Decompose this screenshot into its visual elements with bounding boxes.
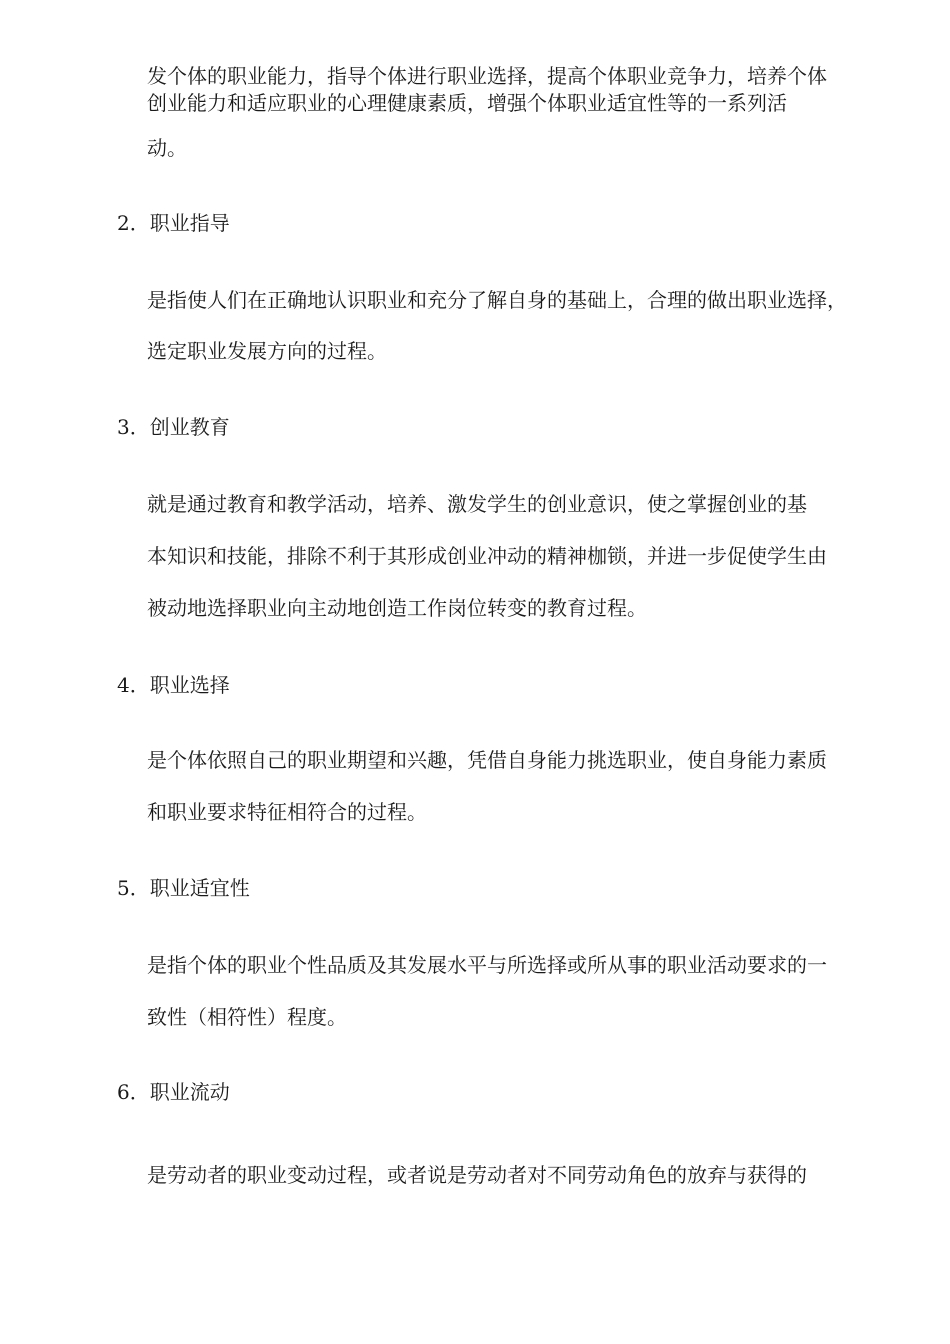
section-4-line-2: 和职业要求特征相符合的过程。 xyxy=(147,800,427,824)
section-heading-career-choice: 4．职业选择 xyxy=(117,673,230,697)
section-5-line-2: 致性（相符性）程度。 xyxy=(147,1005,347,1029)
section-5-line-1: 是指个体的职业个性品质及其发展水平与所选择或所从事的职业活动要求的一 xyxy=(147,953,827,977)
section-3-line-3: 被动地选择职业向主动地创造工作岗位转变的教育过程。 xyxy=(147,596,647,620)
section-2-line-2: 选定职业发展方向的过程。 xyxy=(147,339,387,363)
intro-line-2: 创业能力和适应职业的心理健康素质，增强个体职业适宜性等的一系列活 xyxy=(147,91,787,115)
section-6-line-1: 是劳动者的职业变动过程，或者说是劳动者对不同劳动角色的放弃与获得的 xyxy=(147,1163,807,1187)
intro-line-3: 动。 xyxy=(147,136,187,160)
section-heading-career-mobility: 6．职业流动 xyxy=(117,1080,230,1104)
section-heading-career-suitability: 5．职业适宜性 xyxy=(117,876,250,900)
section-heading-career-guidance: 2．职业指导 xyxy=(117,211,230,235)
section-2-line-1: 是指使人们在正确地认识职业和充分了解自身的基础上，合理的做出职业选择， xyxy=(147,288,847,312)
intro-line-1: 发个体的职业能力，指导个体进行职业选择，提高个体职业竞争力，培养个体 xyxy=(147,64,827,88)
section-4-line-1: 是个体依照自己的职业期望和兴趣，凭借自身能力挑选职业，使自身能力素质 xyxy=(147,748,827,772)
section-heading-entrepreneurship-education: 3．创业教育 xyxy=(117,415,230,439)
section-3-line-2: 本知识和技能，排除不利于其形成创业冲动的精神枷锁，并进一步促使学生由 xyxy=(147,544,827,568)
section-3-line-1: 就是通过教育和教学活动，培养、激发学生的创业意识，使之掌握创业的基 xyxy=(147,492,807,516)
